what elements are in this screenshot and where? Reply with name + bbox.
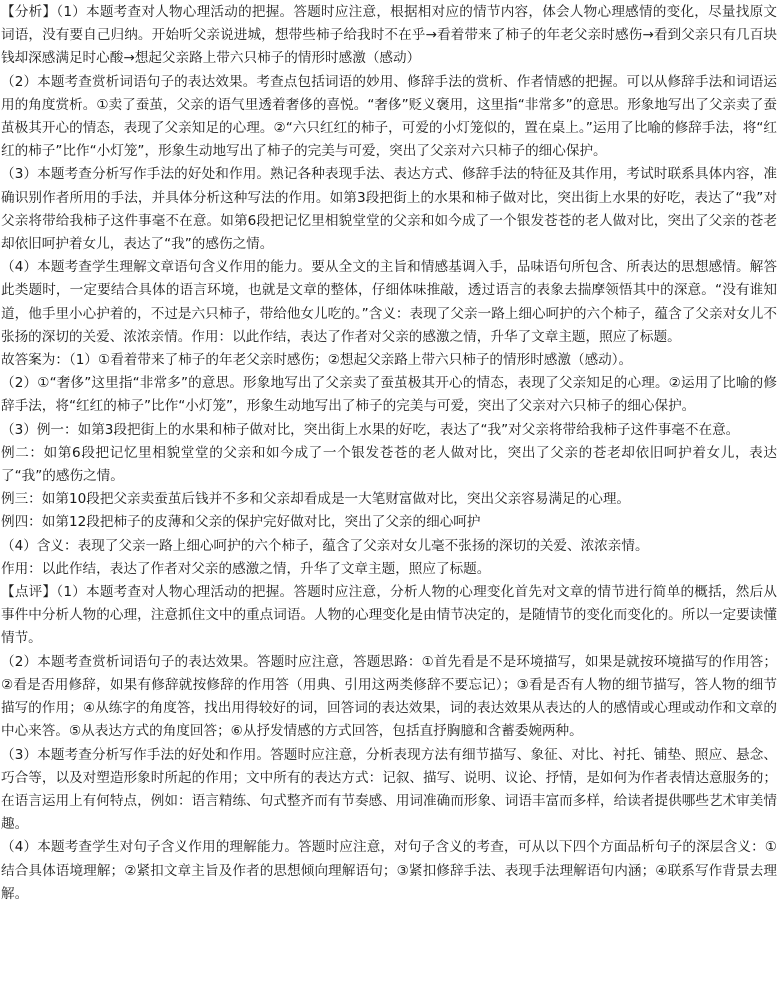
answer-paragraph-4-function: 作用：以此作结，表达了作者对父亲的感激之情，升华了文章主题，照应了标题。 bbox=[1, 560, 491, 577]
comment-paragraph-3: （3）本题考查分析写作手法的好处和作用。答题时应注意，分析表现方法有细节描写、象征、对比、衬托、铺垫、照应、悬念、巧合等，以及对塑造形象时所起的作用；文中所有的表达方式：记叙、描写、说明、议论、抒情，是如何为作者表情达意服务的；在语言运用上有何特点，例如：语言精练、句式整齐而有节奏感、用词准确而形象、词语丰富而多样，给读者提供哪些艺术审美情趣。 bbox=[1, 746, 777, 833]
answer-paragraph-3-example-3: 例三：如第10段把父亲卖蚕茧后钱并不多和父亲却看成是一大笔财富做对比，突出父亲容易满足的心理。 bbox=[1, 491, 631, 508]
comment-paragraph-1: 【点评】（1）本题考查对人物心理活动的把握。答题时应注意，分析人物的心理变化首先对文章的情节进行简单的概括，然后从事件中分析人物的心理，注意抓住文中的重点词语。人物的心理变化是由情节决定的，是随情节的变化而变化的。所以一定要读懂情节。 bbox=[1, 584, 777, 647]
analysis-paragraph-2: （2）本题考查赏析词语句子的表达效果。考查点包括词语的妙用、修辞手法的赏析、作者情感的把握。可以从修辞手法和词语运用的角度赏析。①卖了蚕茧，父亲的语气里透着奢侈的喜悦。“奢侈”贬义褒用，这里指“非常多”的意思。形象地写出了父亲卖了蚕茧极其开心的情态，表现了父亲知足的心理。②“六只红红的柿子，可爱的小灯笼似的，置在桌上。”运用了比喻的修辞手法，将“红红的柿子”比作“小灯笼”，形象生动地写出了柿子的完美与可爱，突出了父亲对六只柿子的细心保护。 bbox=[1, 73, 777, 160]
analysis-paragraph-1: 【分析】（1）本题考查对人物心理活动的把握。答题时应注意，根据相对应的情节内容，体会人物心理感情的变化，尽量找原文词语，没有要自己归纳。开始听父亲说进城，想带些柿子给我时不在乎→看着带来了柿子的年老父亲时感伤→看到父亲只有几百块钱却深感满足时心酸→想起父亲路上带六只柿子的情形时感激（感动） bbox=[1, 4, 777, 67]
answer-paragraph-3-example-1: （3）例一：如第3段把街上的水果和柿子做对比，突出街上水果的好吃，表达了“我”对父亲将带给我柿子这件事毫不在意。 bbox=[1, 421, 740, 438]
answer-paragraph-2: （2）①“奢侈”这里指“非常多”的意思。形象地写出了父亲卖了蚕茧极其开心的情态，表现了父亲知足的心理。②运用了比喻的修辞手法，将“红红的柿子”比作“小灯笼”，形象生动地写出了柿子的完美与可爱，突出了父亲对六只柿子的细心保护。 bbox=[1, 375, 777, 415]
answer-paragraph-3-example-4: 例四：如第12段把柿子的皮薄和父亲的保护完好做对比，突出了父亲的细心呵护 bbox=[1, 514, 481, 531]
comment-paragraph-2: （2）本题考查赏析词语句子的表达效果。答题时应注意，答题思路：①首先看是不是环境描写，如果是就按环境描写的作用答；②看是否用修辞，如果有修辞就按修辞的作用答（用典、引用这两类修辞不要忘记）；③看是否有人物的细节描写，答人物的细节描写的作用；④从练字的角度答，找出用得较好的词，回答词的表达效果，词的表达效果从表达的人的感情或心理或动作和文章的中心来答。⑤从表达方式的角度回答；⑥从抒发情感的方式回答，包括直抒胸臆和含蓄委婉两种。 bbox=[1, 653, 777, 740]
answer-paragraph-1: 故答案为：（1）①看着带来了柿子的年老父亲时感伤；②想起父亲路上带六只柿子的情形时感激（感动）。 bbox=[1, 352, 633, 369]
analysis-paragraph-3: （3）本题考查分析写作手法的好处和作用。熟记各种表现手法、表达方式、修辞手法的特征及其作用，考试时联系具体内容，准确识别作者所用的手法，并具体分析这种写法的作用。如第3段把街上的水果和柿子做对比，突出街上水果的好吃，表达了“我”对父亲将带给我柿子这件事毫不在意。如第6段把记忆里相貌堂堂的父亲和如今成了一个银发苍苍的老人做对比，突出了父亲的苍老却依旧呵护着女儿，表达了“我”的感伤之情。 bbox=[1, 166, 777, 253]
analysis-paragraph-4: （4）本题考查学生理解文章语句含义作用的能力。要从全文的主旨和情感基调入手，品味语句所包含、所表达的思想感情。解答此类题时，一定要结合具体的语言环境，也就是文章的整体，仔细体味推敲，透过语言的表象去揣摩领悟其中的深意。“没有谁知道，他手里小心护着的，不过是六只柿子，带给他女儿吃的。”含义：表现了父亲一路上细心呵护的六个柿子，蕴含了父亲对女儿不张扬的深切的关爱、浓浓亲情。作用：以此作结，表达了作者对父亲的感激之情，升华了文章主题，照应了标题。 bbox=[1, 259, 777, 345]
answer-paragraph-4-meaning: （4）含义：表现了父亲一路上细心呵护的六个柿子，蕴含了父亲对女儿毫不张扬的深切的关爱、浓浓亲情。 bbox=[1, 537, 649, 554]
comment-paragraph-4: （4）本题考查学生对句子含义作用的理解能力。答题时应注意，对句子含义的考查，可从以下四个方面品析句子的深层含义：①结合具体语境理解；②紧扣文章主旨及作者的思想倾向理解语句；③紧扣修辞手法、表现手法理解语句内涵；④联系写作背景去理解。 bbox=[1, 839, 777, 902]
answer-paragraph-3-example-2: 例二：如第6段把记忆里相貌堂堂的父亲和如今成了一个银发苍苍的老人做对比，突出了父亲的苍老却依旧呵护着女儿，表达了“我”的感伤之情。 bbox=[1, 444, 777, 485]
